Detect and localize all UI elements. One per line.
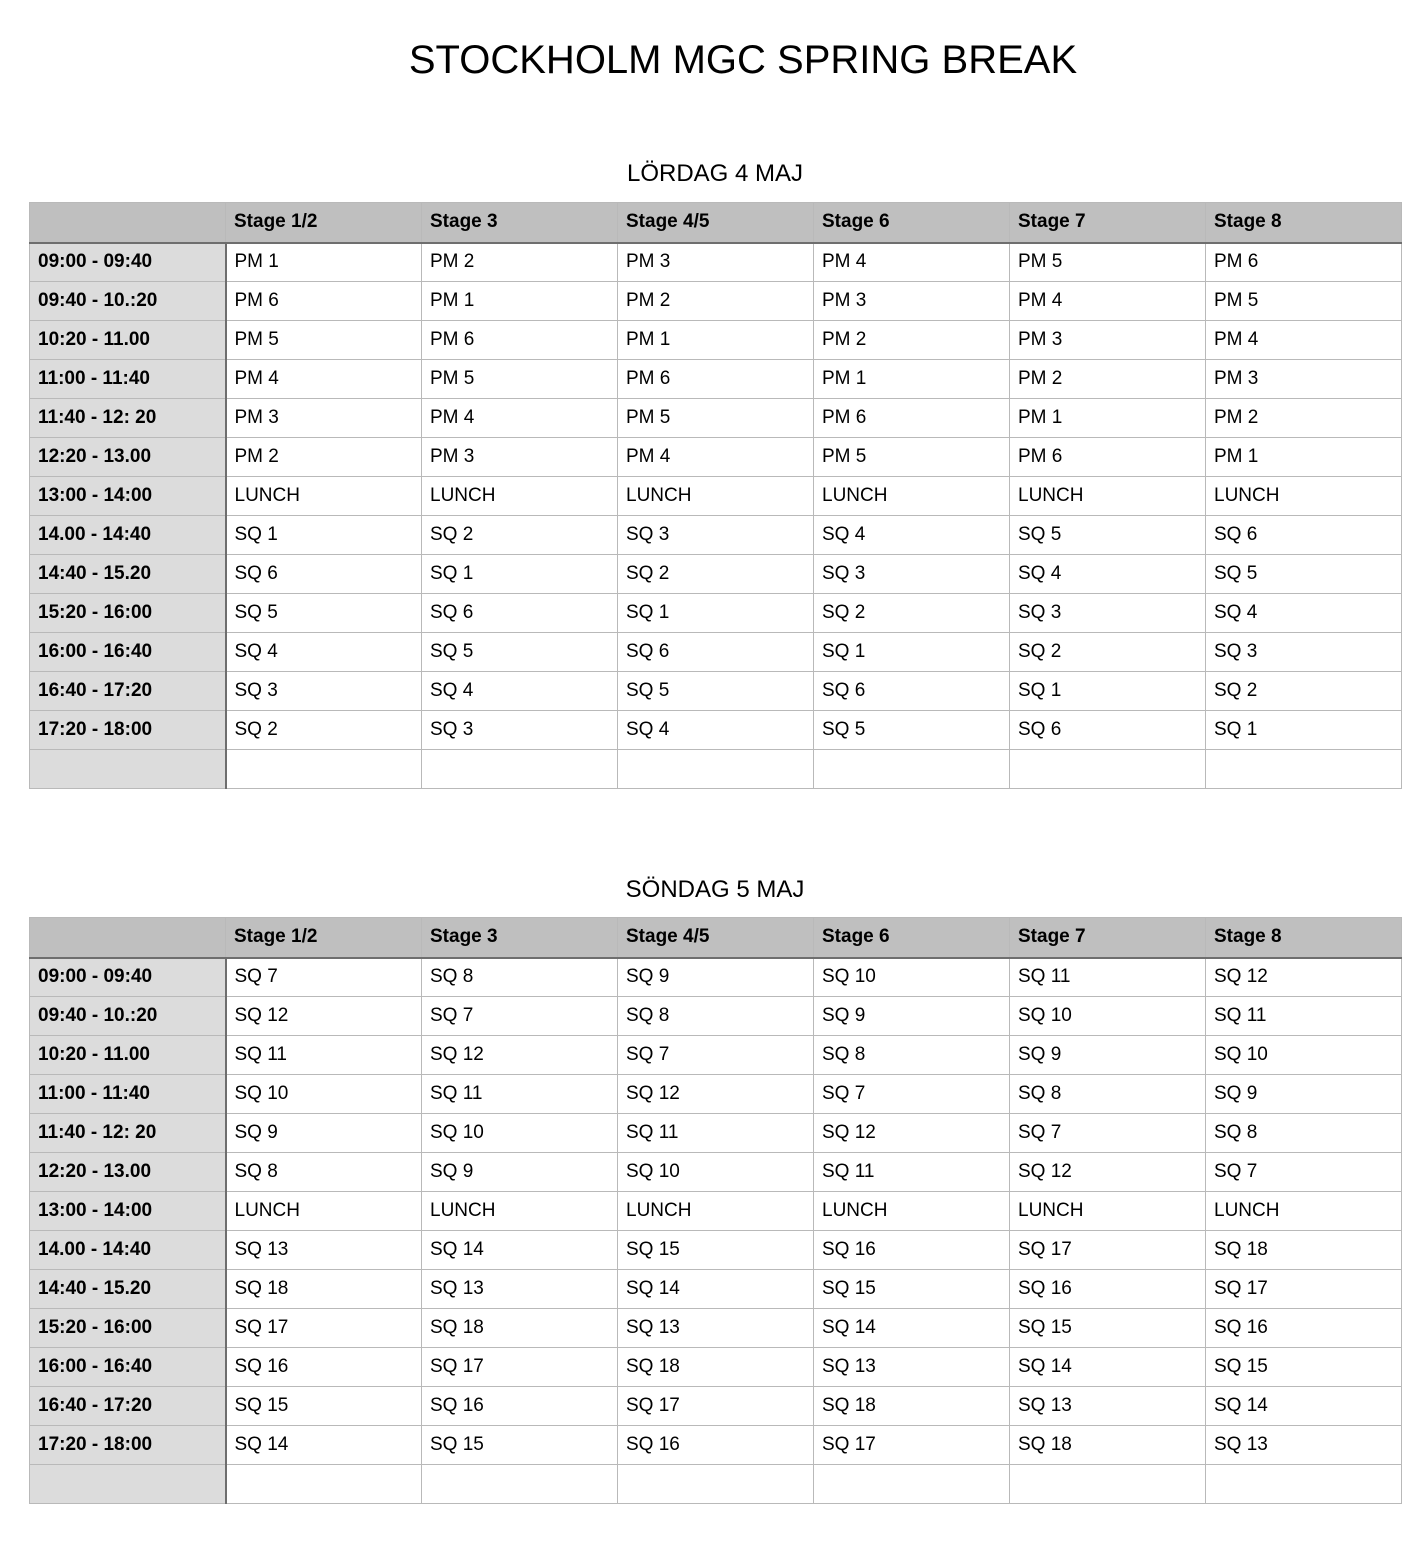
squad-cell: SQ 1 — [814, 633, 1010, 672]
squad-cell: SQ 8 — [814, 1036, 1010, 1075]
squad-cell: SQ 1 — [226, 516, 422, 555]
table-row — [30, 243, 1402, 282]
squad-cell: SQ 16 — [1206, 1309, 1402, 1348]
squad-cell: SQ 9 — [226, 1114, 422, 1153]
squad-cell: SQ 16 — [618, 1426, 814, 1465]
squad-cell: SQ 14 — [1010, 1348, 1206, 1387]
column-header-stage: Stage 6 — [814, 203, 1010, 243]
time-slot-cell: 16:40 - 17:20 — [30, 1387, 226, 1426]
column-header-stage: Stage 7 — [1010, 918, 1206, 958]
squad-cell: PM 6 — [422, 321, 618, 360]
squad-cell: LUNCH — [422, 1192, 618, 1231]
squad-cell: SQ 6 — [1206, 516, 1402, 555]
squad-cell: SQ 5 — [422, 633, 618, 672]
squad-cell: SQ 18 — [422, 1309, 618, 1348]
squad-cell: SQ 16 — [814, 1231, 1010, 1270]
column-header-stage: Stage 4/5 — [618, 918, 814, 958]
table-row — [30, 1075, 1402, 1114]
squad-cell: SQ 11 — [618, 1114, 814, 1153]
squad-cell: SQ 2 — [618, 555, 814, 594]
squad-cell: SQ 5 — [814, 711, 1010, 750]
squad-cell: SQ 13 — [814, 1348, 1010, 1387]
squad-cell: SQ 5 — [226, 594, 422, 633]
column-header-stage: Stage 3 — [422, 918, 618, 958]
schedule-table-sunday — [29, 917, 1402, 1504]
squad-cell: SQ 12 — [1206, 958, 1402, 997]
time-slot-cell: 12:20 - 13.00 — [30, 1153, 226, 1192]
squad-cell: PM 6 — [1010, 438, 1206, 477]
squad-cell: SQ 7 — [226, 958, 422, 997]
time-slot-cell: 15:20 - 16:00 — [30, 594, 226, 633]
squad-cell: SQ 5 — [1010, 516, 1206, 555]
table-row — [30, 750, 1402, 789]
squad-cell: SQ 15 — [618, 1231, 814, 1270]
time-slot-cell: 11:00 - 11:40 — [30, 360, 226, 399]
table-row — [30, 958, 1402, 997]
squad-cell — [814, 750, 1010, 789]
time-slot-cell: 10:20 - 11.00 — [30, 321, 226, 360]
squad-cell: SQ 7 — [1206, 1153, 1402, 1192]
squad-cell: SQ 9 — [1206, 1075, 1402, 1114]
squad-cell: LUNCH — [1010, 1192, 1206, 1231]
squad-cell: PM 1 — [226, 243, 422, 282]
squad-cell: LUNCH — [814, 477, 1010, 516]
squad-cell: SQ 13 — [1206, 1426, 1402, 1465]
squad-cell: LUNCH — [1206, 477, 1402, 516]
squad-cell: SQ 2 — [226, 711, 422, 750]
squad-cell: SQ 15 — [422, 1426, 618, 1465]
squad-cell: LUNCH — [226, 1192, 422, 1231]
squad-cell: PM 3 — [618, 243, 814, 282]
table-row — [30, 997, 1402, 1036]
squad-cell: SQ 2 — [814, 594, 1010, 633]
column-header-stage: Stage 8 — [1206, 203, 1402, 243]
table-row — [30, 1192, 1402, 1231]
time-slot-cell: 14.00 - 14:40 — [30, 516, 226, 555]
squad-cell: PM 5 — [1206, 282, 1402, 321]
squad-cell: SQ 17 — [226, 1309, 422, 1348]
squad-cell: SQ 18 — [618, 1348, 814, 1387]
table-row — [30, 516, 1402, 555]
squad-cell: PM 2 — [422, 243, 618, 282]
time-slot-cell: 13:00 - 14:00 — [30, 1192, 226, 1231]
squad-cell: SQ 6 — [618, 633, 814, 672]
squad-cell: SQ 8 — [1206, 1114, 1402, 1153]
column-header-stage: Stage 7 — [1010, 203, 1206, 243]
table-row — [30, 321, 1402, 360]
header-corner-cell — [30, 203, 226, 243]
squad-cell: SQ 2 — [1010, 633, 1206, 672]
squad-cell: PM 6 — [618, 360, 814, 399]
column-header-stage: Stage 8 — [1206, 918, 1402, 958]
squad-cell: PM 4 — [1010, 282, 1206, 321]
squad-cell: SQ 4 — [618, 711, 814, 750]
squad-cell: SQ 16 — [1010, 1270, 1206, 1309]
squad-cell: SQ 2 — [1206, 672, 1402, 711]
squad-cell: PM 4 — [422, 399, 618, 438]
squad-cell: SQ 5 — [1206, 555, 1402, 594]
squad-cell: SQ 6 — [422, 594, 618, 633]
squad-cell: SQ 15 — [814, 1270, 1010, 1309]
squad-cell: SQ 12 — [814, 1114, 1010, 1153]
table-body — [30, 958, 1402, 1504]
squad-cell: PM 3 — [422, 438, 618, 477]
squad-cell: SQ 14 — [814, 1309, 1010, 1348]
squad-cell: PM 1 — [1010, 399, 1206, 438]
squad-cell — [1206, 1465, 1402, 1504]
squad-cell: SQ 16 — [226, 1348, 422, 1387]
time-slot-cell: 09:00 - 09:40 — [30, 958, 226, 997]
squad-cell: SQ 9 — [618, 958, 814, 997]
time-slot-cell: 14:40 - 15.20 — [30, 1270, 226, 1309]
squad-cell: SQ 10 — [1206, 1036, 1402, 1075]
squad-cell: LUNCH — [618, 1192, 814, 1231]
squad-cell: SQ 15 — [1010, 1309, 1206, 1348]
squad-cell: SQ 15 — [226, 1387, 422, 1426]
squad-cell: SQ 3 — [618, 516, 814, 555]
table-row — [30, 594, 1402, 633]
squad-cell: SQ 14 — [618, 1270, 814, 1309]
squad-cell: SQ 11 — [1010, 958, 1206, 997]
time-slot-cell: 09:40 - 10.:20 — [30, 997, 226, 1036]
squad-cell: SQ 12 — [1010, 1153, 1206, 1192]
time-slot-cell: 11:40 - 12: 20 — [30, 1114, 226, 1153]
squad-cell: SQ 5 — [618, 672, 814, 711]
squad-cell — [1206, 750, 1402, 789]
time-slot-cell: 16:00 - 16:40 — [30, 633, 226, 672]
squad-cell: SQ 10 — [422, 1114, 618, 1153]
squad-cell: SQ 18 — [226, 1270, 422, 1309]
squad-cell: SQ 8 — [226, 1153, 422, 1192]
squad-cell: SQ 1 — [1010, 672, 1206, 711]
squad-cell: SQ 8 — [618, 997, 814, 1036]
time-slot-cell: 10:20 - 11.00 — [30, 1036, 226, 1075]
header-row — [30, 203, 1402, 243]
time-slot-cell: 11:00 - 11:40 — [30, 1075, 226, 1114]
squad-cell: PM 1 — [618, 321, 814, 360]
squad-cell: SQ 6 — [226, 555, 422, 594]
time-slot-cell: 09:00 - 09:40 — [30, 243, 226, 282]
squad-cell: LUNCH — [1206, 1192, 1402, 1231]
squad-cell: SQ 14 — [422, 1231, 618, 1270]
squad-cell: SQ 10 — [226, 1075, 422, 1114]
squad-cell: SQ 17 — [1010, 1231, 1206, 1270]
table-body — [30, 243, 1402, 789]
squad-cell: SQ 10 — [814, 958, 1010, 997]
squad-cell: SQ 17 — [1206, 1270, 1402, 1309]
squad-cell — [422, 1465, 618, 1504]
squad-cell: SQ 4 — [814, 516, 1010, 555]
column-header-stage: Stage 1/2 — [226, 203, 422, 243]
squad-cell: PM 4 — [226, 360, 422, 399]
squad-cell: SQ 1 — [618, 594, 814, 633]
time-slot-cell: 14.00 - 14:40 — [30, 1231, 226, 1270]
squad-cell: SQ 13 — [226, 1231, 422, 1270]
squad-cell: PM 2 — [1010, 360, 1206, 399]
table-header — [30, 918, 1402, 958]
squad-cell: SQ 12 — [618, 1075, 814, 1114]
table-row — [30, 1114, 1402, 1153]
squad-cell: PM 5 — [618, 399, 814, 438]
squad-cell — [226, 1465, 422, 1504]
table-row — [30, 1309, 1402, 1348]
time-slot-cell: 15:20 - 16:00 — [30, 1309, 226, 1348]
squad-cell: SQ 3 — [226, 672, 422, 711]
squad-cell: PM 3 — [226, 399, 422, 438]
squad-cell: PM 2 — [226, 438, 422, 477]
squad-cell: SQ 18 — [814, 1387, 1010, 1426]
header-row — [30, 918, 1402, 958]
squad-cell: SQ 7 — [814, 1075, 1010, 1114]
squad-cell: SQ 17 — [618, 1387, 814, 1426]
table-row — [30, 438, 1402, 477]
squad-cell: PM 2 — [814, 321, 1010, 360]
table-row — [30, 1153, 1402, 1192]
squad-cell: LUNCH — [618, 477, 814, 516]
table-row — [30, 282, 1402, 321]
squad-cell: SQ 9 — [814, 997, 1010, 1036]
squad-cell: PM 6 — [226, 282, 422, 321]
column-header-stage: Stage 1/2 — [226, 918, 422, 958]
time-slot-cell: 17:20 - 18:00 — [30, 711, 226, 750]
table-row — [30, 1036, 1402, 1075]
squad-cell: SQ 10 — [1010, 997, 1206, 1036]
time-slot-cell: 16:00 - 16:40 — [30, 1348, 226, 1387]
time-slot-cell: 09:40 - 10.:20 — [30, 282, 226, 321]
squad-cell: PM 2 — [618, 282, 814, 321]
squad-cell: SQ 6 — [1010, 711, 1206, 750]
squad-cell: SQ 3 — [1010, 594, 1206, 633]
table-row — [30, 633, 1402, 672]
time-slot-cell: 12:20 - 13.00 — [30, 438, 226, 477]
time-slot-cell: 13:00 - 14:00 — [30, 477, 226, 516]
squad-cell — [814, 1465, 1010, 1504]
squad-cell: SQ 7 — [1010, 1114, 1206, 1153]
time-slot-cell: 17:20 - 18:00 — [30, 1426, 226, 1465]
time-slot-cell — [30, 1465, 226, 1504]
table-row — [30, 711, 1402, 750]
squad-cell: PM 6 — [814, 399, 1010, 438]
squad-cell: SQ 3 — [422, 711, 618, 750]
schedule-table-saturday — [29, 202, 1402, 789]
squad-cell: SQ 4 — [422, 672, 618, 711]
squad-cell: SQ 14 — [226, 1426, 422, 1465]
table-row — [30, 360, 1402, 399]
squad-cell — [422, 750, 618, 789]
column-header-stage: Stage 3 — [422, 203, 618, 243]
day-heading-saturday: LÖRDAG 4 MAJ — [626, 160, 804, 187]
column-header-stage: Stage 4/5 — [618, 203, 814, 243]
squad-cell: SQ 13 — [1010, 1387, 1206, 1426]
squad-cell: SQ 1 — [1206, 711, 1402, 750]
squad-cell: SQ 11 — [814, 1153, 1010, 1192]
squad-cell: LUNCH — [814, 1192, 1010, 1231]
squad-cell: PM 5 — [226, 321, 422, 360]
squad-cell: SQ 15 — [1206, 1348, 1402, 1387]
squad-cell — [1010, 1465, 1206, 1504]
squad-cell: SQ 6 — [814, 672, 1010, 711]
squad-cell: SQ 2 — [422, 516, 618, 555]
time-slot-cell: 16:40 - 17:20 — [30, 672, 226, 711]
table-row — [30, 672, 1402, 711]
squad-cell: PM 1 — [814, 360, 1010, 399]
squad-cell: PM 1 — [1206, 438, 1402, 477]
squad-cell: SQ 4 — [1010, 555, 1206, 594]
squad-cell: LUNCH — [422, 477, 618, 516]
squad-cell: SQ 14 — [1206, 1387, 1402, 1426]
squad-cell: SQ 7 — [618, 1036, 814, 1075]
squad-cell: PM 1 — [422, 282, 618, 321]
squad-cell: PM 6 — [1206, 243, 1402, 282]
day-heading-sunday: SÖNDAG 5 MAJ — [625, 876, 805, 903]
squad-cell: PM 4 — [618, 438, 814, 477]
squad-cell: LUNCH — [226, 477, 422, 516]
squad-cell: PM 5 — [1010, 243, 1206, 282]
table-header — [30, 203, 1402, 243]
table-row — [30, 1465, 1402, 1504]
document-title: STOCKHOLM MGC SPRING BREAK — [408, 38, 1078, 82]
table-row — [30, 1270, 1402, 1309]
squad-cell: SQ 11 — [1206, 997, 1402, 1036]
squad-cell: SQ 12 — [226, 997, 422, 1036]
squad-cell: SQ 8 — [1010, 1075, 1206, 1114]
header-corner-cell — [30, 918, 226, 958]
squad-cell: PM 4 — [1206, 321, 1402, 360]
squad-cell: SQ 13 — [618, 1309, 814, 1348]
column-header-stage: Stage 6 — [814, 918, 1010, 958]
squad-cell — [618, 750, 814, 789]
table-row — [30, 1348, 1402, 1387]
table-row — [30, 477, 1402, 516]
squad-cell: SQ 3 — [814, 555, 1010, 594]
squad-cell: SQ 4 — [1206, 594, 1402, 633]
squad-cell: SQ 9 — [1010, 1036, 1206, 1075]
squad-cell: SQ 3 — [1206, 633, 1402, 672]
squad-cell: SQ 11 — [422, 1075, 618, 1114]
squad-cell: SQ 7 — [422, 997, 618, 1036]
squad-cell: SQ 12 — [422, 1036, 618, 1075]
time-slot-cell — [30, 750, 226, 789]
squad-cell: PM 3 — [814, 282, 1010, 321]
time-slot-cell: 11:40 - 12: 20 — [30, 399, 226, 438]
squad-cell: PM 3 — [1206, 360, 1402, 399]
squad-cell — [226, 750, 422, 789]
squad-cell: SQ 18 — [1206, 1231, 1402, 1270]
squad-cell: SQ 11 — [226, 1036, 422, 1075]
time-slot-cell: 14:40 - 15.20 — [30, 555, 226, 594]
squad-cell — [618, 1465, 814, 1504]
table-row — [30, 1426, 1402, 1465]
squad-cell — [1010, 750, 1206, 789]
squad-cell: PM 5 — [814, 438, 1010, 477]
squad-cell: SQ 4 — [226, 633, 422, 672]
squad-cell: PM 3 — [1010, 321, 1206, 360]
squad-cell: LUNCH — [1010, 477, 1206, 516]
squad-cell: SQ 17 — [814, 1426, 1010, 1465]
squad-cell: SQ 9 — [422, 1153, 618, 1192]
squad-cell: SQ 1 — [422, 555, 618, 594]
squad-cell: SQ 18 — [1010, 1426, 1206, 1465]
table-row — [30, 1231, 1402, 1270]
squad-cell: SQ 13 — [422, 1270, 618, 1309]
table-row — [30, 399, 1402, 438]
squad-cell: PM 5 — [422, 360, 618, 399]
squad-cell: SQ 10 — [618, 1153, 814, 1192]
table-row — [30, 555, 1402, 594]
squad-cell: SQ 17 — [422, 1348, 618, 1387]
squad-cell: PM 4 — [814, 243, 1010, 282]
squad-cell: PM 2 — [1206, 399, 1402, 438]
squad-cell: SQ 8 — [422, 958, 618, 997]
table-row — [30, 1387, 1402, 1426]
squad-cell: SQ 16 — [422, 1387, 618, 1426]
